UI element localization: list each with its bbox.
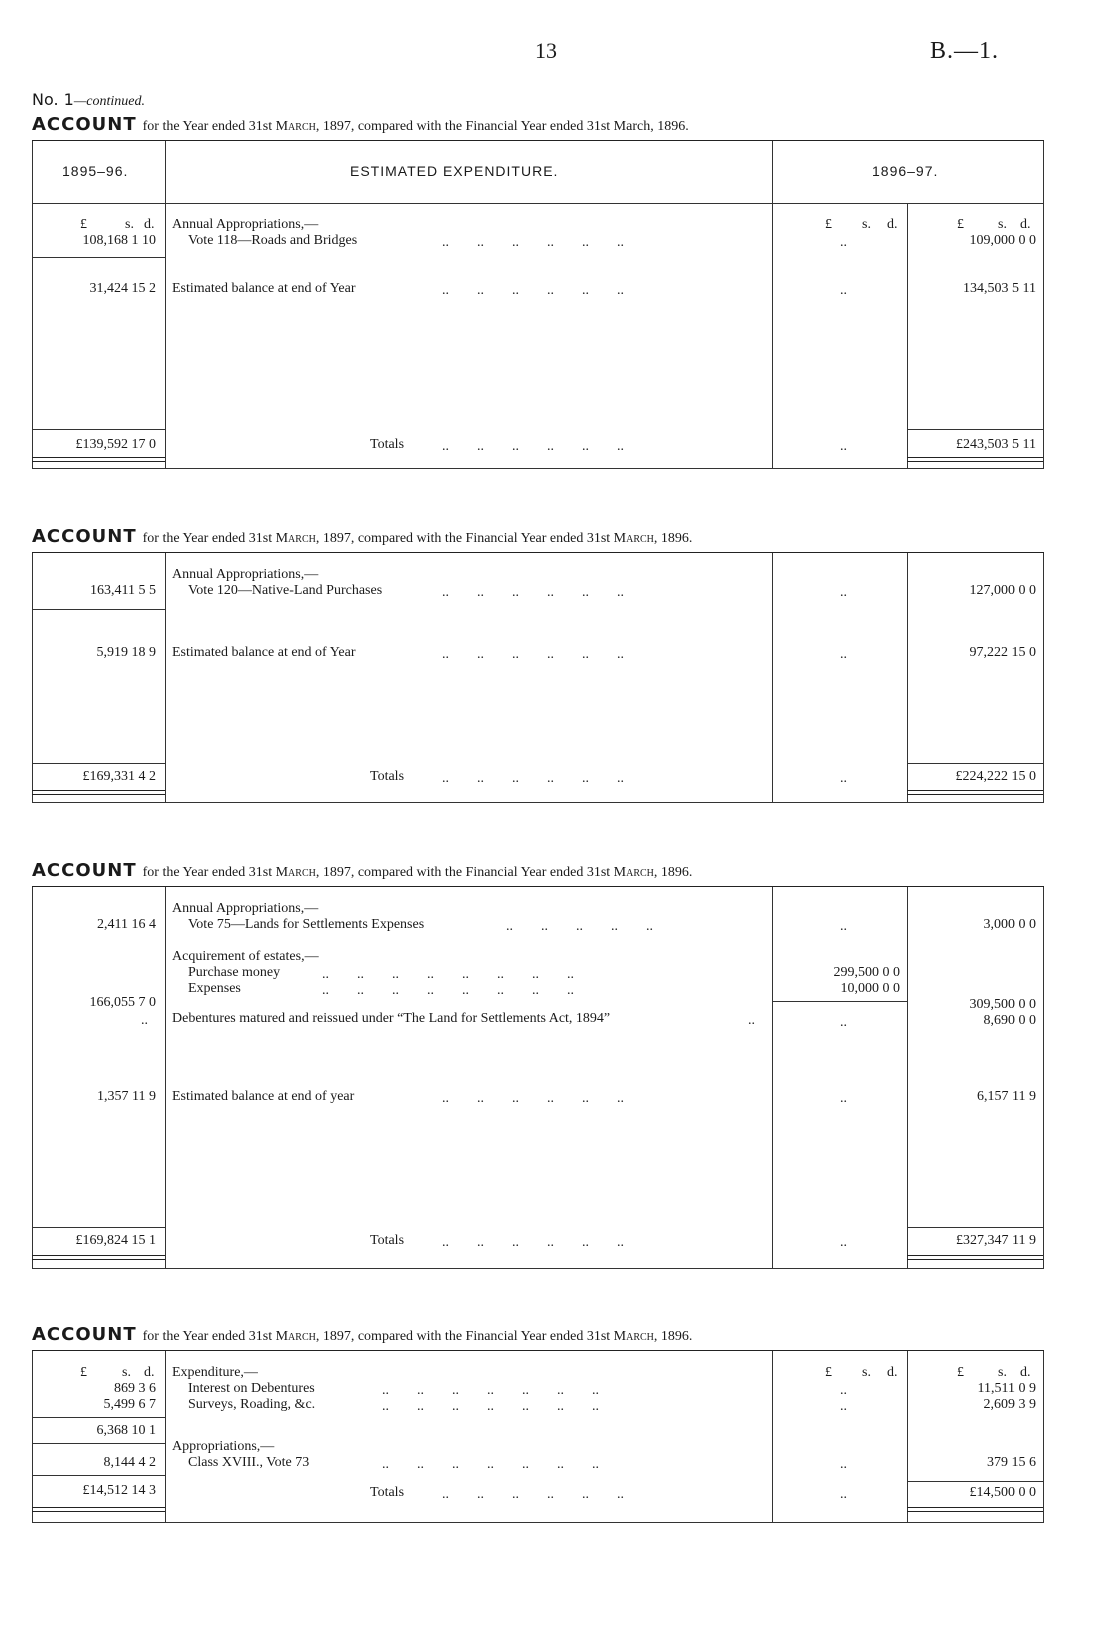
unit-d: d. [144, 1365, 155, 1380]
row-sublabel: Vote 118—Roads and Bridges [188, 233, 358, 248]
leader-dots: .. .. .. .. .. .. .. .. [322, 983, 574, 998]
prev-amount: 108,168 1 10 [82, 233, 156, 248]
unit-pound: £ [957, 217, 964, 232]
amount: 379 15 6 [987, 1455, 1036, 1470]
leader-dots: .. .. .. .. .. .. [442, 1487, 624, 1502]
total-prev: £139,592 17 0 [75, 437, 156, 452]
prev-amount: 31,424 15 2 [89, 281, 156, 296]
row-sublabel: Class XVIII., Vote 73 [188, 1455, 310, 1470]
row-label: Estimated balance at end of Year [172, 645, 356, 660]
mid-amount: .. [840, 647, 847, 662]
section-number: No. 1 [32, 90, 74, 109]
prev-amount: 869 3 6 [114, 1381, 156, 1396]
mid-amount: .. [840, 1399, 847, 1414]
unit-pound: £ [825, 1365, 832, 1380]
leader-dots: .. .. .. .. .. .. .. [382, 1399, 599, 1414]
unit-s: s. [125, 217, 134, 232]
leader-dots: .. .. .. .. .. [506, 919, 653, 934]
unit-s: s. [122, 1365, 131, 1380]
subtotal-prev: 6,368 10 1 [96, 1423, 156, 1438]
account-heading-3: ACCOUNT for the Year ended 31st March, 1897, compared with the Financial Year ended 31st March, 1896. [32, 860, 693, 881]
prev-amount: 166,055 7 0 [89, 995, 156, 1010]
total-amount: £243,503 5 11 [956, 437, 1036, 452]
row-label: Appropriations,— [172, 1439, 275, 1454]
row-sublabel: Vote 75—Lands for Settlements Expenses [188, 917, 425, 932]
prev-amount: 2,411 16 4 [97, 917, 156, 932]
amount: 109,000 0 0 [969, 233, 1036, 248]
section-label [32, 90, 145, 110]
row-sublabel: Purchase money [188, 965, 281, 980]
leader-dots: .. [748, 1013, 755, 1028]
totals-label: Totals [370, 1485, 405, 1500]
row-label: Annual Appropriations,— [172, 217, 319, 232]
amount: 6,157 11 9 [977, 1089, 1036, 1104]
row-sublabel: Expenses [188, 981, 241, 996]
account-table-1 [32, 140, 1044, 469]
total-amount: £327,347 11 9 [956, 1233, 1036, 1248]
amount: 97,222 15 0 [969, 645, 1036, 660]
mid-amount: .. [840, 235, 847, 250]
account-heading-4: ACCOUNT for the Year ended 31st March, 1897, compared with the Financial Year ended 31st March, 1896. [32, 1324, 693, 1345]
mid-amount: .. [840, 1091, 847, 1106]
unit-pound: £ [80, 1365, 87, 1380]
unit-d: d. [887, 217, 898, 232]
prev-amount: .. [141, 1013, 148, 1028]
leader-dots: .. .. .. .. .. .. [442, 1235, 624, 1250]
leader-dots: .. .. .. .. .. .. [442, 647, 624, 662]
header-prev-year: 1895–96. [62, 163, 129, 179]
leader-dots: .. .. .. .. .. .. .. .. [322, 967, 574, 982]
unit-d: d. [887, 1365, 898, 1380]
leader-dots: .. .. .. .. .. .. [442, 771, 624, 786]
leader-dots: .. .. .. .. .. .. [442, 1091, 624, 1106]
row-label: Estimated balance at end of Year [172, 281, 356, 296]
header-curr-year: 1896–97. [872, 163, 939, 179]
prev-amount: 5,919 18 9 [96, 645, 156, 660]
section-continued: —continued. [73, 94, 145, 109]
totals-label: Totals [370, 769, 405, 784]
unit-d: d. [144, 217, 155, 232]
amount: 134,503 5 11 [963, 281, 1036, 296]
leader-dots: .. .. .. .. .. .. .. [382, 1383, 599, 1398]
page-number: 13 [535, 38, 557, 63]
prev-amount: 163,411 5 5 [90, 583, 156, 598]
account-table-4 [32, 1350, 1044, 1523]
total-amount: £14,500 0 0 [969, 1485, 1036, 1500]
leader-dots: .. .. .. .. .. .. [442, 585, 624, 600]
row-sublabel: Vote 120—Native-Land Purchases [188, 583, 383, 598]
unit-pound: £ [957, 1365, 964, 1380]
mid-amount: .. [840, 1383, 847, 1398]
mid-amount: .. [840, 439, 847, 454]
mid-amount: .. [840, 1487, 847, 1502]
row-sublabel: Interest on Debentures [188, 1381, 315, 1396]
prev-amount: 8,144 4 2 [103, 1455, 156, 1470]
unit-s: s. [862, 217, 871, 232]
account-heading-2: ACCOUNT for the Year ended 31st March, 1897, compared with the Financial Year ended 31st March, 1896. [32, 526, 693, 547]
total-prev: £14,512 14 3 [82, 1483, 156, 1498]
row-label: Acquirement of estates,— [172, 949, 319, 964]
mid-amount: .. [840, 1235, 847, 1250]
leader-dots: .. .. .. .. .. .. [442, 283, 624, 298]
unit-d: d. [1020, 1365, 1031, 1380]
row-label: Expenditure,— [172, 1365, 258, 1380]
amount: 8,690 0 0 [983, 1013, 1036, 1028]
mid-amount: .. [840, 1015, 847, 1030]
mid-amount: .. [840, 919, 847, 934]
amount: 2,609 3 9 [983, 1397, 1036, 1412]
unit-s: s. [998, 1365, 1007, 1380]
document-reference: B.—1. [930, 38, 1000, 64]
unit-s: s. [862, 1365, 871, 1380]
mid-amount: 299,500 0 0 [833, 965, 900, 980]
leader-dots: .. .. .. .. .. .. [442, 439, 624, 454]
unit-pound: £ [80, 217, 87, 232]
total-prev: £169,824 15 1 [75, 1233, 156, 1248]
account-table-2 [32, 552, 1044, 803]
row-label: Estimated balance at end of year [172, 1089, 355, 1104]
total-amount: £224,222 15 0 [955, 769, 1036, 784]
mid-amount: 10,000 0 0 [840, 981, 900, 996]
account-table-3 [32, 886, 1044, 1269]
mid-amount: .. [840, 283, 847, 298]
unit-pound: £ [825, 217, 832, 232]
mid-amount: .. [840, 585, 847, 600]
row-label: Debentures matured and reissued under “The Land for Settlements Act, 1894” [172, 1011, 611, 1026]
prev-amount: 5,499 6 7 [103, 1397, 156, 1412]
leader-dots: .. .. .. .. .. .. [442, 235, 624, 250]
row-sublabel: Surveys, Roading, &c. [188, 1397, 316, 1412]
amount: 309,500 0 0 [969, 997, 1036, 1012]
totals-label: Totals [370, 1233, 405, 1248]
leader-dots: .. .. .. .. .. .. .. [382, 1457, 599, 1472]
totals-label: Totals [370, 437, 405, 452]
amount: 11,511 0 9 [977, 1381, 1036, 1396]
account-heading-1: ACCOUNT for the Year ended 31st March, 1897, compared with the Financial Year ended 31st March, 1896. [32, 114, 689, 135]
prev-amount: 1,357 11 9 [97, 1089, 156, 1104]
row-label: Annual Appropriations,— [172, 567, 319, 582]
unit-d: d. [1020, 217, 1031, 232]
mid-amount: .. [840, 1457, 847, 1472]
amount: 3,000 0 0 [983, 917, 1036, 932]
amount: 127,000 0 0 [969, 583, 1036, 598]
mid-amount: .. [840, 771, 847, 786]
total-prev: £169,331 4 2 [82, 769, 156, 784]
row-label: Annual Appropriations,— [172, 901, 319, 916]
unit-s: s. [998, 217, 1007, 232]
header-title: ESTIMATED EXPENDITURE. [350, 163, 559, 179]
